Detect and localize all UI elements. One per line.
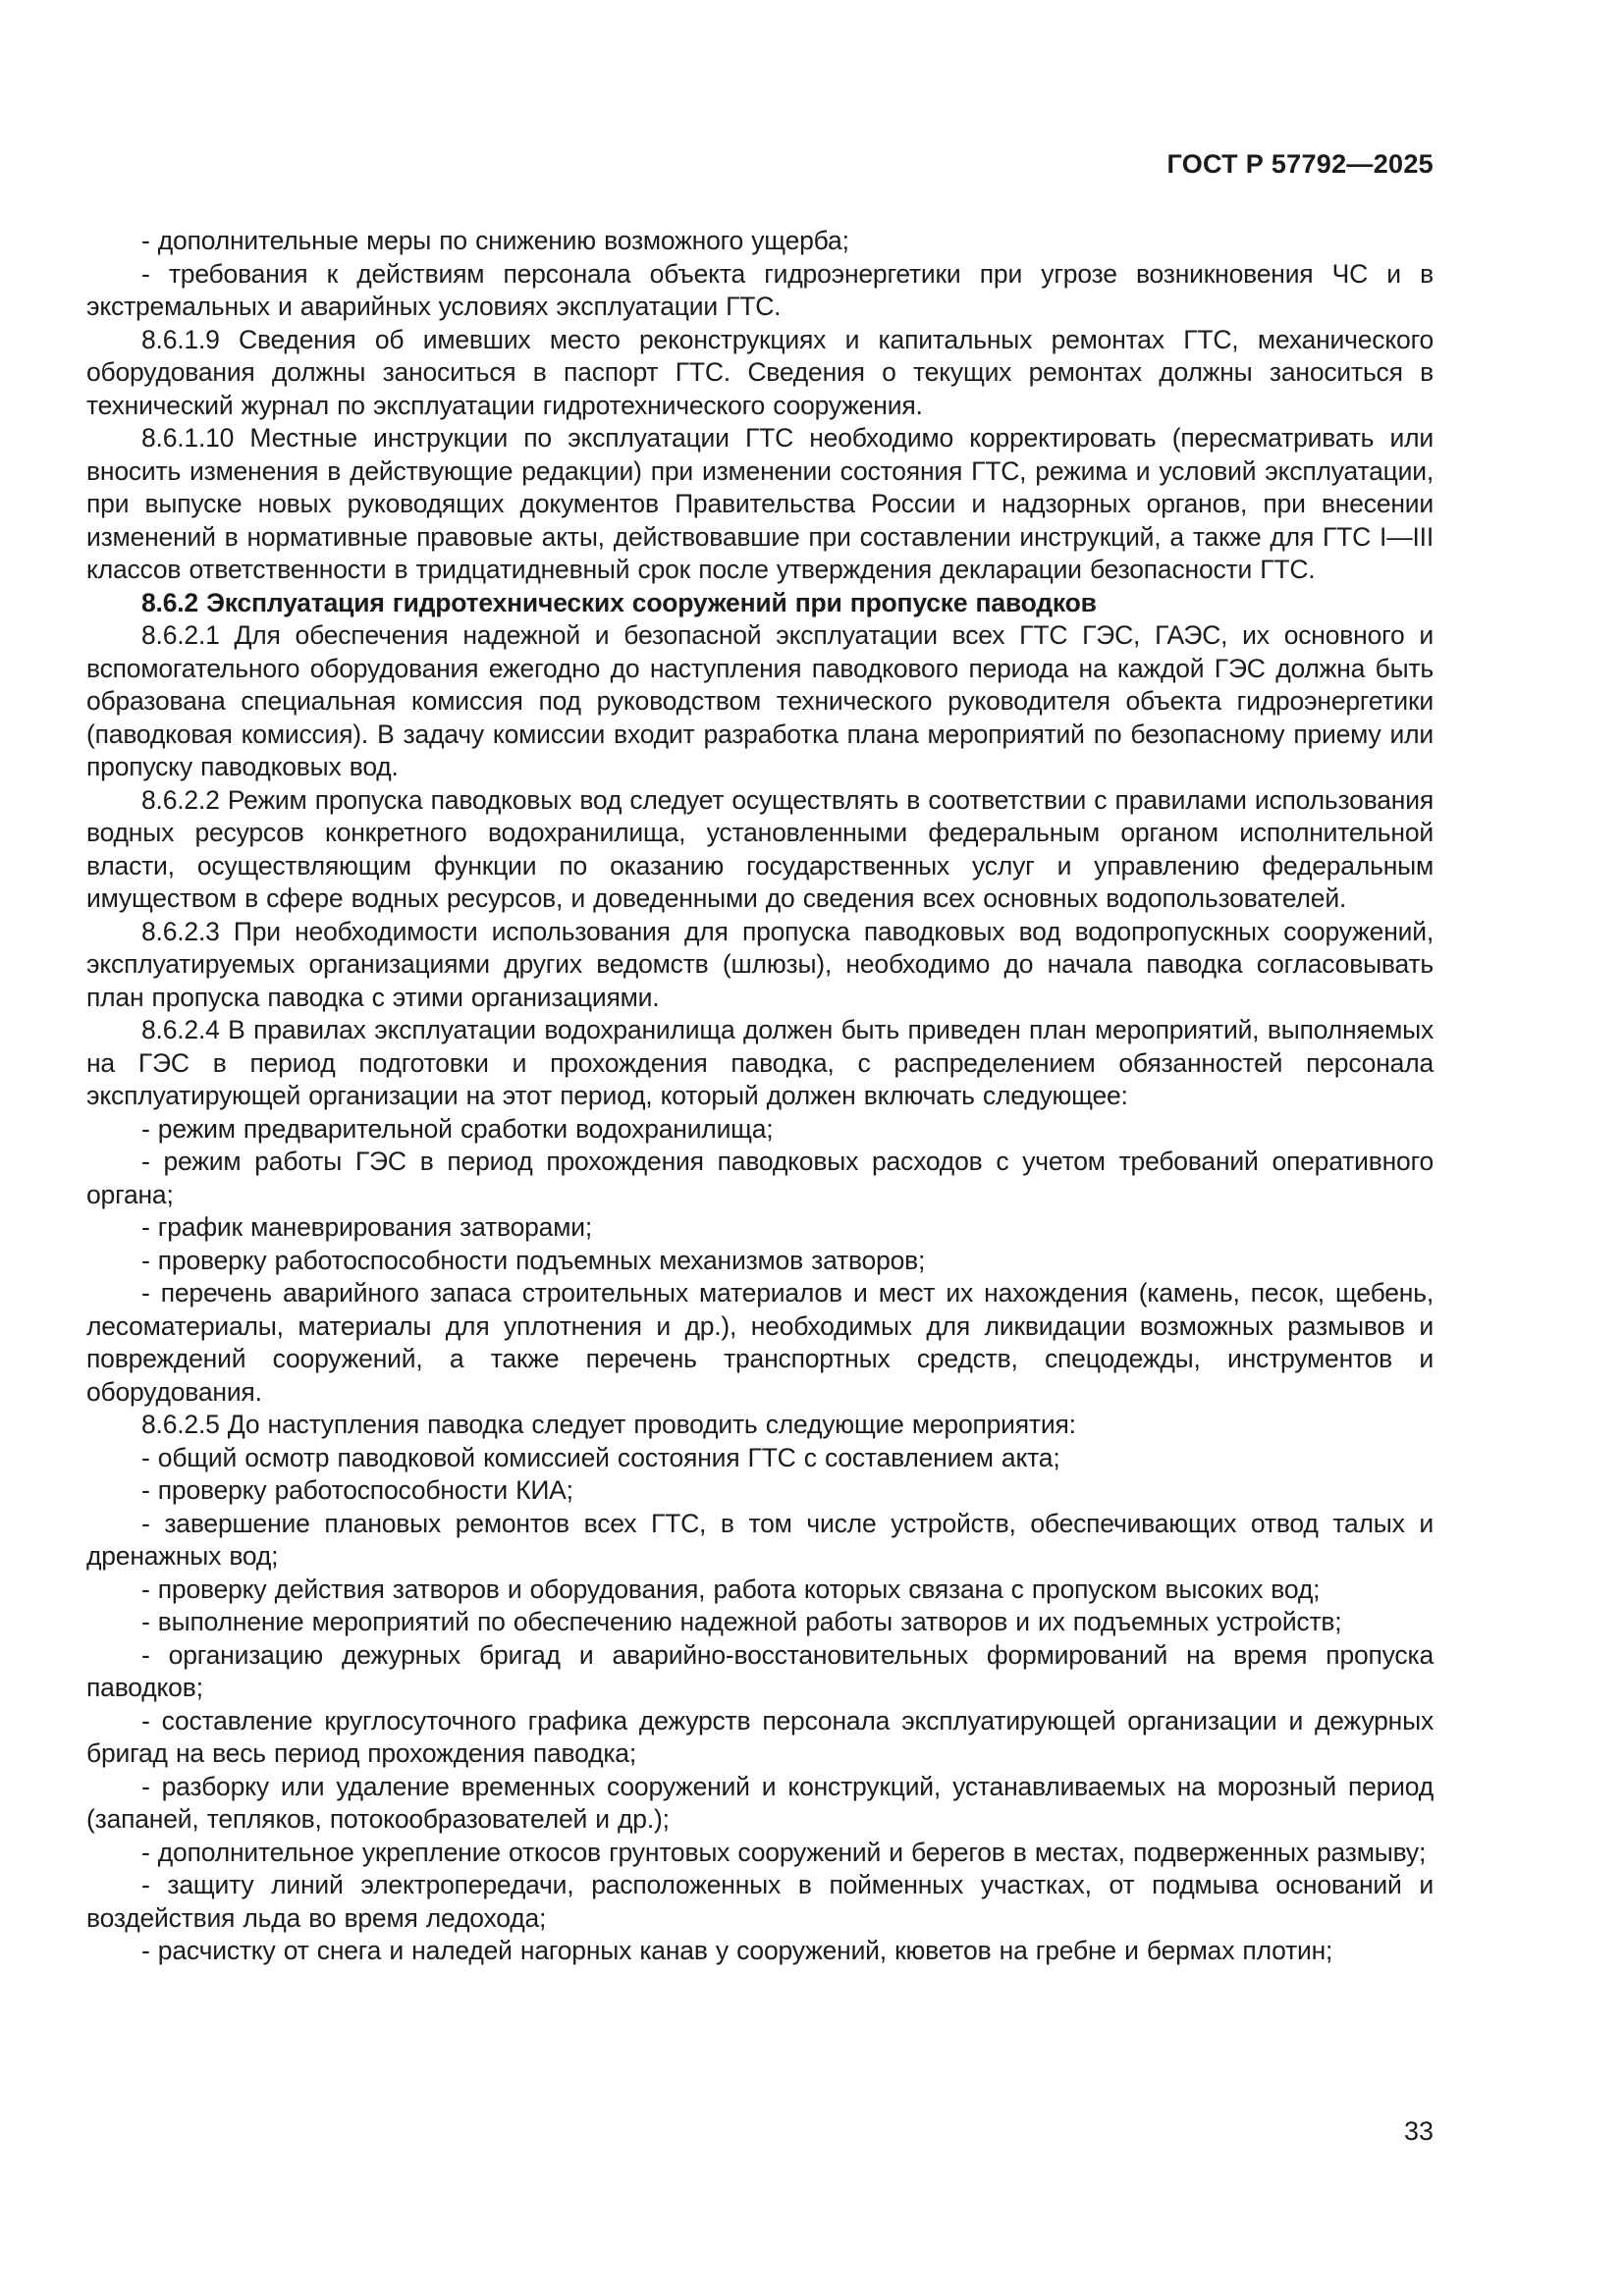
list-item: - разборку или удаление временных сооружений и конструкций, устанавливаемых на морозный период (запаней, тепляков, потокообразователей и др.); — [86, 1771, 1434, 1834]
document-body — [86, 149, 1434, 1968]
list-item: - дополнительные меры по снижению возможного ущерба; — [141, 226, 849, 255]
clause-8-6-2-5: 8.6.2.5 До наступления паводка следует проводить следующие мероприятия: — [141, 1410, 1076, 1439]
list-item: - дополнительное укрепление откосов грунтовых сооружений и берегов в местах, подверженных размыву; — [141, 1837, 1427, 1867]
clause-8-6-2-1: 8.6.2.1 Для обеспечения надежной и безопасной эксплуатации всех ГТС ГЭС, ГАЭС, их основного и вспомогательного оборудования ежегодно до наступления паводкового периода на каждой ГЭС должна быть образована специальная комиссия под руководством технического руководителя объекта гидроэнергетики (паводковая комиссия). В задачу комиссии входит разработка плана мероприятий по безопасному приему или пропуску паводковых вод. — [86, 620, 1434, 781]
clause-8-6-2-4: 8.6.2.4 В правилах эксплуатации водохранилища должен быть приведен план мероприятий, выполняемых на ГЭС в период подготовки и прохождения паводка, с распределением обязанностей персонала эксплуатирующей организации на этот период, который должен включать следующее: — [86, 1015, 1434, 1110]
list-item: - требования к действиям персонала объекта гидроэнергетики при угрозе возникновения ЧС и в экстремальных и аварийных условиях эксплуатации ГТС. — [86, 258, 1434, 321]
list-item: - проверку работоспособности подъемных механизмов затворов; — [141, 1245, 926, 1275]
list-item: - составление круглосуточного графика дежурств персонала эксплуатирующей организации и дежурных бригад на весь период прохождения паводка; — [86, 1705, 1434, 1768]
list-item: - расчистку от снега и наледей нагорных канав у сооружений, кюветов на гребне и бермах плотин; — [141, 1936, 1333, 1965]
list-item: - график маневрирования затворами; — [141, 1212, 593, 1242]
clause-8-6-2-2: 8.6.2.2 Режим пропуска паводковых вод следует осуществлять в соответствии с правилами использования водных ресурсов конкретного водохранилища, установленными федеральным органом исполнительной власти, осуществляющим функции по оказанию государственных услуг и управлению федеральным имуществом в сфере водных ресурсов, и доведенными до сведения всех основных водопользователей. — [86, 784, 1434, 913]
clause-8-6-1-9: 8.6.1.9 Сведения об имевших место реконструкциях и капитальных ремонтах ГТС, механического оборудования должны заноситься в паспорт ГТС. Сведения о текущих ремонтах должны заноситься в технический журнал по эксплуатации гидротехнического сооружения. — [86, 324, 1434, 420]
list-item: - режим предварительной сработки водохранилища; — [141, 1113, 774, 1144]
clause-8-6-2-3: 8.6.2.3 При необходимости использования для пропуска паводковых вод водопропускных сооружений, эксплуатируемых организациями других ведомств (шлюзы), необходимо до начала паводка согласовывать план пропуска паводка с этими организациями. — [86, 916, 1434, 1012]
list-item: - проверку работоспособности КИА; — [141, 1475, 573, 1505]
page-number: 33 — [1403, 2116, 1434, 2146]
list-item: - общий осмотр паводковой комиссией состояния ГТС с составлением акта; — [141, 1442, 1060, 1472]
list-item: - режим работы ГЭС в период прохождения паводковых расходов с учетом требований оперативного органа; — [86, 1147, 1434, 1209]
section-heading-8-6-2: 8.6.2 Эксплуатация гидротехнических сооружений при пропуске паводков — [141, 587, 1097, 617]
list-item: - выполнение мероприятий по обеспечению надежной работы затворов и их подъемных устройств; — [141, 1607, 1342, 1636]
list-item: - организацию дежурных бригад и аварийно-восстановительных формирований на время пропуска паводков; — [86, 1639, 1434, 1702]
list-item: - проверку действия затворов и оборудования, работа которых связана с пропуском высоких вод; — [141, 1574, 1321, 1604]
list-item: - перечень аварийного запаса строительных материалов и мест их нахождения (камень, песок, щебень, лесоматериалы, материалы для уплотнения и др.), необходимых для ликвидации возможных размывов и повреждений сооружений, а также перечень транспортных средств, спецодежды, инструментов и оборудования. — [86, 1278, 1434, 1407]
clause-8-6-1-10: 8.6.1.10 Местные инструкции по эксплуатации ГТС необходимо корректировать (пересматривать или вносить изменения в действующие редакции) при изменении состояния ГТС, режима и условий эксплуатации, при выпуске новых руководящих документов Правительства России и надзорных органов, при внесении изменений в нормативные правовые акты, действовавшие при составлении инструкций, а также для ГТС I—III классов ответственности в тридцатидневный срок после утверждения декларации безопасности ГТС. — [86, 423, 1434, 584]
running-header: ГОСТ Р 57792—2025 — [1166, 149, 1434, 179]
list-item: - завершение плановых ремонтов всех ГТС, в том числе устройств, обеспечивающих отвод талых и дренажных вод; — [86, 1508, 1434, 1571]
list-item: - защиту линий электропередачи, расположенных в пойменных участках, от подмыва оснований и воздействия льда во время ледохода; — [86, 1870, 1434, 1933]
